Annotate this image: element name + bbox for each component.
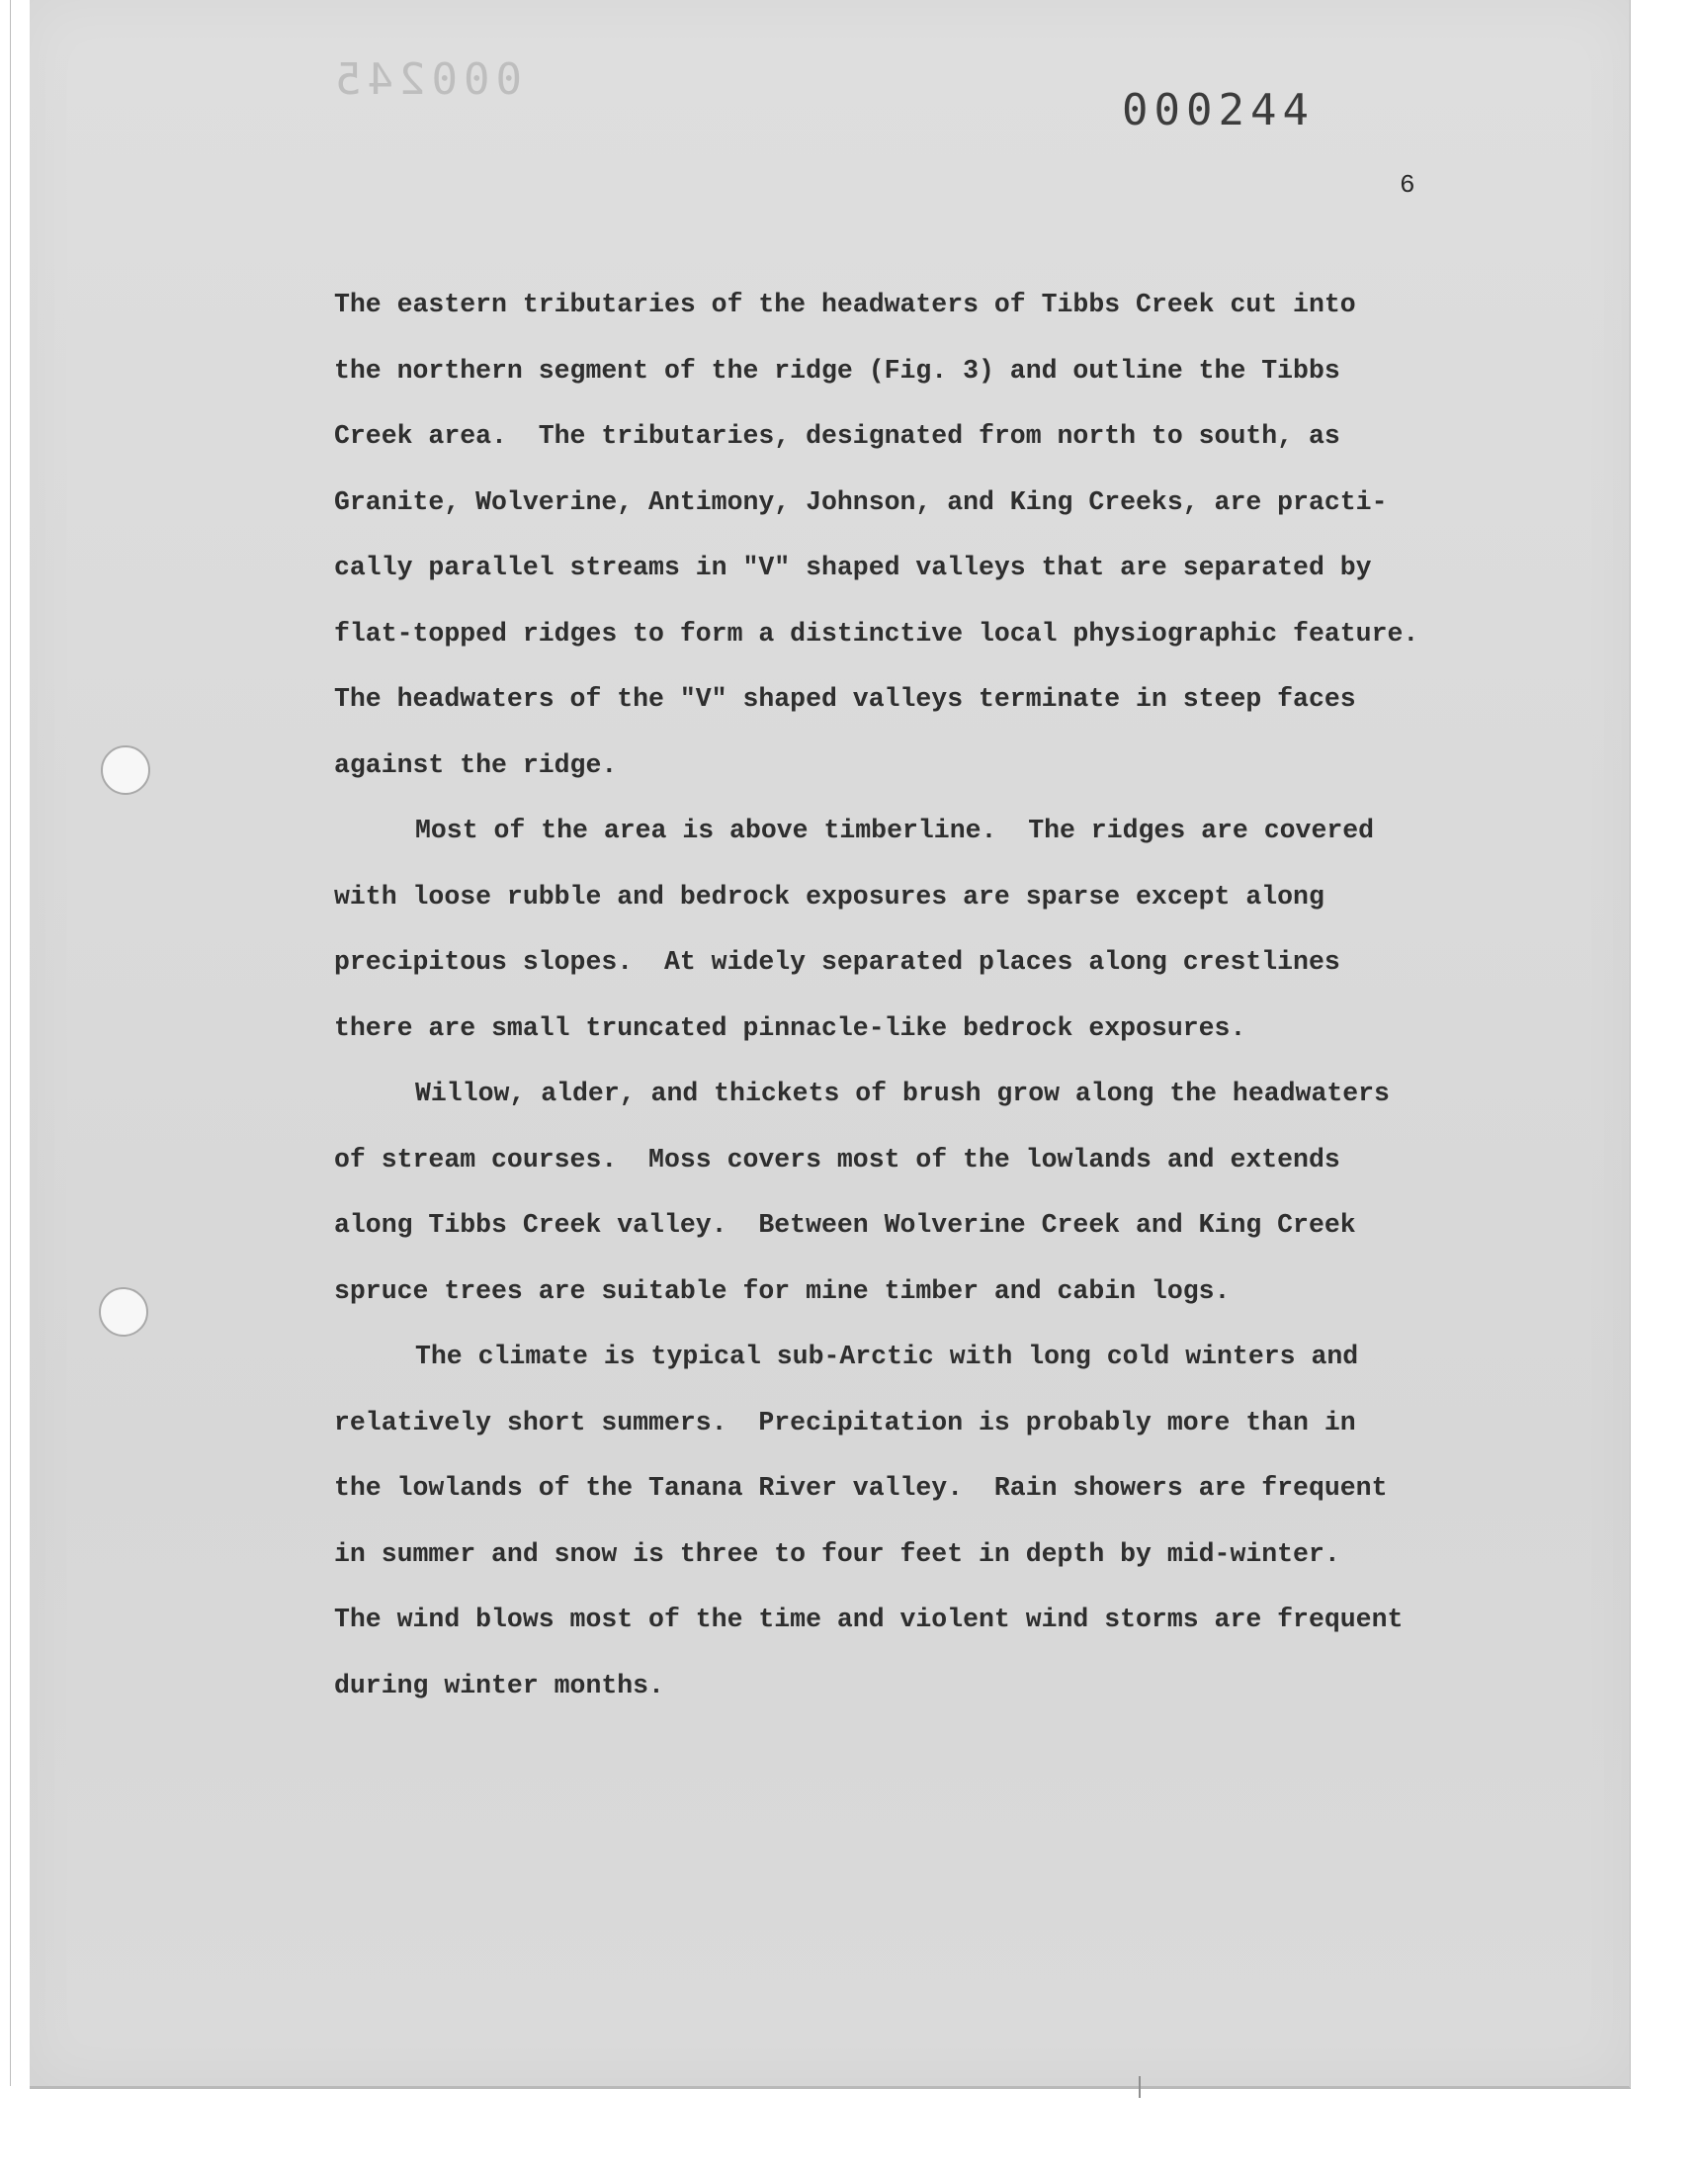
text-line: there are small truncated pinnacle-like bedrock exposures. [334, 1012, 1246, 1043]
stamp-number: 000244 [1122, 85, 1315, 135]
text-line: with loose rubble and bedrock exposures are sparse except along [334, 881, 1324, 912]
text-line: The climate is typical sub-Arctic with long cold winters and [415, 1342, 1359, 1371]
text-line: Willow, alder, and thickets of brush grow along the headwaters [415, 1079, 1390, 1108]
text-line: flat-topped ridges to form a distinctive local physiographic feature. [334, 618, 1419, 649]
text-line: The wind blows most of the time and violent wind storms are frequent [334, 1605, 1404, 1634]
text-line: the northern segment of the ridge (Fig. 3) and outline the Tibbs [334, 355, 1340, 386]
text-line: during winter months. [334, 1670, 664, 1700]
text-line: against the ridge. [334, 749, 618, 780]
text-line: along Tibbs Creek valley. Between Wolverine Creek and King Creek [334, 1210, 1356, 1240]
text-line: Creek area. The tributaries, designated from north to south, as [334, 421, 1340, 451]
page-left-edge [10, 0, 11, 2086]
text-line: The eastern tributaries of the headwaters of Tibbs Creek cut into [334, 290, 1356, 319]
punch-hole-bottom [99, 1287, 148, 1337]
bleed-through-stamp-number: 000245 [329, 54, 522, 105]
text-line: relatively short summers. Precipitation is probably more than in [334, 1407, 1356, 1437]
text-line: cally parallel streams in "V" shaped valleys that are separated by [334, 553, 1372, 582]
text-line: spruce trees are suitable for mine timber and cabin logs. [334, 1275, 1231, 1306]
text-line: Granite, Wolverine, Antimony, Johnson, and King Creeks, are practi- [334, 486, 1388, 517]
body-text [334, 272, 1500, 1718]
page-number: 6 [1400, 170, 1415, 200]
text-line: of stream courses. Moss covers most of the lowlands and extends [334, 1144, 1340, 1174]
text-line: Most of the area is above timberline. The ridges are covered [415, 816, 1375, 845]
scan-edge-mark [1139, 2076, 1141, 2098]
text-line: in summer and snow is three to four feet in depth by mid-winter. [334, 1538, 1340, 1569]
text-line: the lowlands of the Tanana River valley. Rain showers are frequent [334, 1473, 1388, 1503]
text-line: The headwaters of the "V" shaped valleys terminate in steep faces [334, 684, 1356, 714]
punch-hole-top [101, 745, 150, 795]
text-line: precipitous slopes. At widely separated places along crestlines [334, 947, 1340, 977]
